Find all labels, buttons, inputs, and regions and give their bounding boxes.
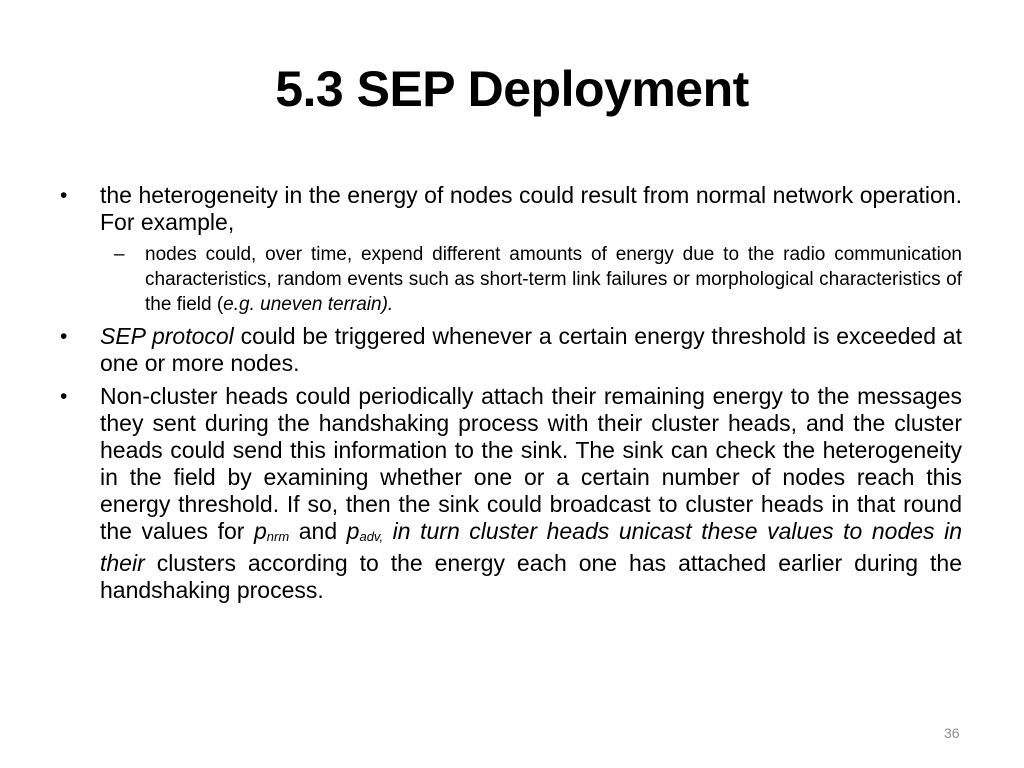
bullet-text: could be triggered whenever a certain energy threshold is exceeded at one or more nodes. [100,323,962,376]
symbol-p: p [346,518,360,544]
subscript-adv: adv, [359,529,384,544]
bullet-italic-text: SEP protocol [100,323,234,349]
symbol-p: p [253,518,267,544]
bullet-text-tail: clusters according to the energy each one has attached earlier during the handshaking process. [100,550,962,603]
bullet-text-and: and [289,518,347,544]
bullet-marker: • [60,385,68,408]
bullet-italic-text: in turn cluster heads unicast these values to nodes in their [100,518,963,576]
bullet-text: Non-cluster heads could periodically attach their remaining energy to the messages they sent during the handshaking process with their cluster heads, and the cluster heads could send this information to the sink. The sink can check the heterogeneity in the field by examining whether one or a certain number of nodes reach this energy threshold. If so, then the sink could broadcast to cluster heads in that round the values for [100,383,962,544]
bullet-text: the heterogeneity in the energy of nodes could result from normal network operation. For example, [100,182,962,235]
page-number: 36 [944,725,960,741]
slide-content [60,182,962,610]
slide-title: 5.3 SEP Deployment [275,61,749,117]
sub-bullet-italic-text: e.g. uneven terrain). [223,294,394,315]
sub-bullet-marker: – [114,244,125,265]
bullet-item [60,383,962,604]
bullet-item [60,323,962,377]
sub-bullet-item [100,242,962,317]
bullet-marker: • [60,184,68,207]
sub-bullet-text: nodes could, over time, expend different amounts of energy due to the radio communication characteristics, random events such as short-term link failures or morphological characteristics of the field ( [145,244,962,315]
bullet-marker: • [60,325,68,348]
subscript-nrm: nrm [266,529,290,544]
bullet-item [60,182,962,236]
